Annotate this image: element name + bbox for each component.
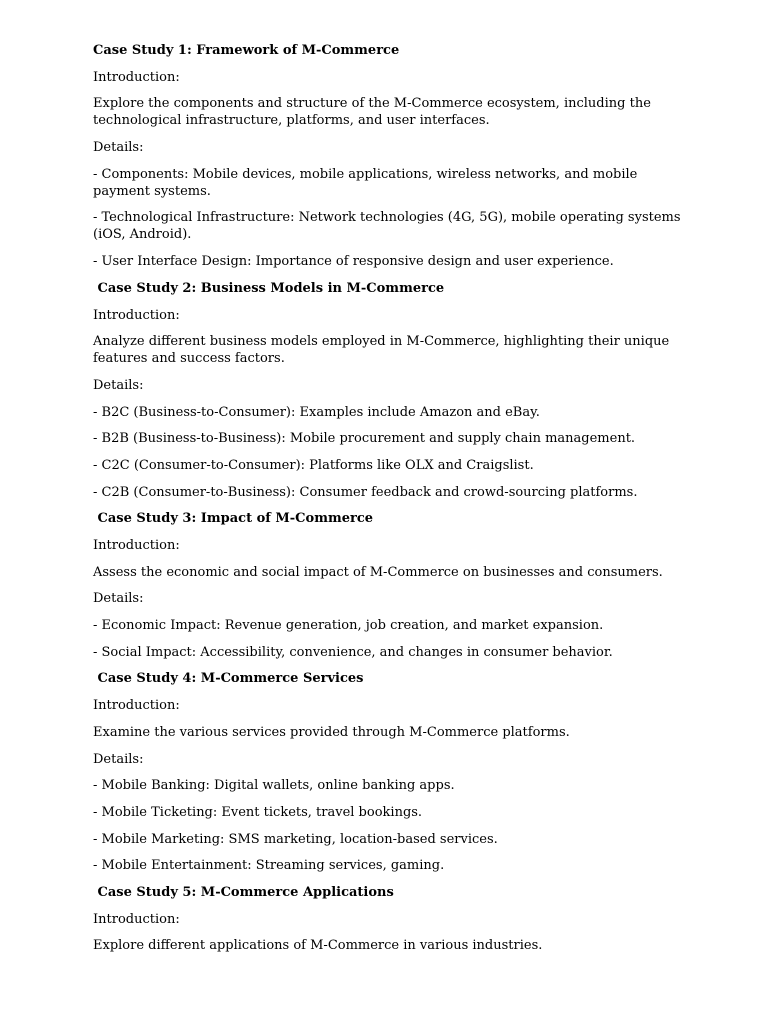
intro-paragraph: Explore different applications of M-Commerce in various industries.	[93, 938, 543, 954]
detail-item: - Mobile Marketing: SMS marketing, location-based services.	[93, 831, 498, 847]
detail-item: - Mobile Banking: Digital wallets, online banking apps.	[93, 778, 455, 794]
document-body	[93, 42, 683, 964]
section-heading: Case Study 3: Impact of M-Commerce	[93, 511, 374, 527]
intro-paragraph: Examine the various services provided through M-Commerce platforms.	[93, 724, 570, 740]
details-label: Details:	[93, 591, 144, 607]
section-heading: Case Study 5: M-Commerce Applications	[93, 884, 394, 900]
detail-item: - Mobile Entertainment: Streaming services, gaming.	[93, 858, 445, 874]
section-heading: Case Study 2: Business Models in M-Commerce	[93, 280, 445, 296]
case-study-section	[93, 280, 683, 501]
detail-item: - Components: Mobile devices, mobile applications, wireless networks, and mobile payment systems.	[93, 166, 642, 199]
detail-item: - Mobile Ticketing: Event tickets, travel bookings.	[93, 804, 423, 820]
section-heading: Case Study 1: Framework of M-Commerce	[93, 43, 400, 58]
intro-paragraph: Assess the economic and social impact of M-Commerce on businesses and consumers.	[93, 564, 663, 580]
intro-paragraph: Explore the components and structure of the M-Commerce ecosystem, including the technological infrastructure, platforms, and user interfaces.	[93, 96, 656, 129]
intro-label: Introduction:	[93, 911, 180, 927]
detail-item: - B2C (Business-to-Consumer): Examples include Amazon and eBay.	[93, 404, 540, 420]
details-label: Details:	[93, 377, 144, 393]
case-study-section	[93, 670, 683, 874]
case-study-section	[93, 884, 683, 954]
detail-item: - User Interface Design: Importance of responsive design and user experience.	[93, 254, 614, 270]
intro-label: Introduction:	[93, 698, 180, 714]
detail-item: - Economic Impact: Revenue generation, job creation, and market expansion.	[93, 618, 604, 634]
intro-paragraph: Analyze different business models employed in M-Commerce, highlighting their unique features and success factors.	[93, 334, 674, 367]
case-study-section	[93, 42, 683, 270]
detail-item: - B2B (Business-to-Business): Mobile procurement and supply chain management.	[93, 431, 636, 447]
section-heading: Case Study 4: M-Commerce Services	[93, 671, 364, 687]
intro-label: Introduction:	[93, 69, 180, 85]
details-label: Details:	[93, 751, 144, 767]
intro-label: Introduction:	[93, 538, 180, 553]
detail-item: - C2B (Consumer-to-Business): Consumer feedback and crowd-sourcing platforms.	[93, 484, 638, 500]
detail-item: - C2C (Consumer-to-Consumer): Platforms like OLX and Craigslist.	[93, 457, 534, 473]
detail-item: - Social Impact: Accessibility, convenience, and changes in consumer behavior.	[93, 644, 613, 660]
details-label: Details:	[93, 140, 144, 156]
detail-item: - Technological Infrastructure: Network technologies (4G, 5G), mobile operating systems (iOS, Android).	[93, 210, 685, 243]
case-study-section	[93, 510, 683, 660]
intro-label: Introduction:	[93, 307, 180, 323]
